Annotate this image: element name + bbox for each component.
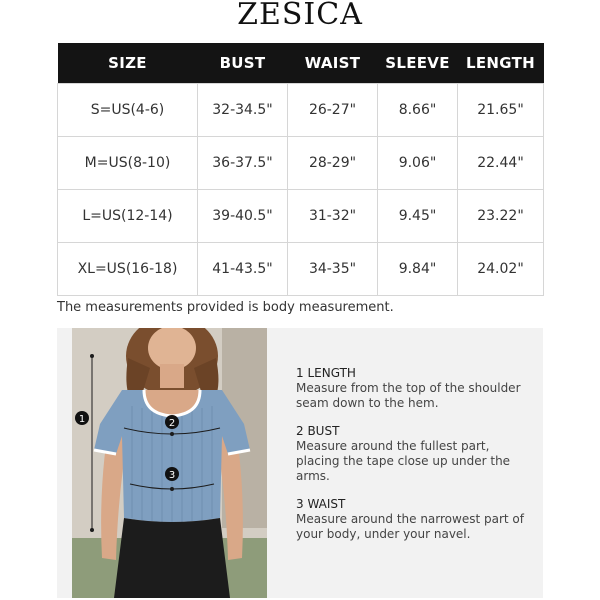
model-photo [72, 328, 267, 598]
table-cell: 22.44" [458, 137, 544, 190]
table-cell: 36-37.5" [198, 137, 288, 190]
header-sleeve: SLEEVE [378, 43, 458, 84]
instruction-title: 2 BUST [296, 424, 340, 438]
instruction-text: Measure around the narrowest part of your body, under your navel. [296, 512, 524, 541]
table-cell: 32-34.5" [198, 84, 288, 137]
table-row [58, 243, 544, 296]
table-cell: 9.84" [378, 243, 458, 296]
instruction-bust [296, 424, 526, 484]
instruction-text: Measure from the top of the shoulder seam down to the hem. [296, 381, 521, 410]
table-cell: L=US(12-14) [58, 190, 198, 243]
marker-length [75, 411, 89, 425]
svg-text:1: 1 [78, 414, 86, 425]
size-chart-table [57, 43, 544, 296]
instruction-length [296, 366, 526, 411]
brand-logo: ZESICA [237, 0, 363, 32]
table-cell: 34-35" [288, 243, 378, 296]
table-cell: 39-40.5" [198, 190, 288, 243]
marker-waist [165, 467, 179, 481]
table-cell: 31-32" [288, 190, 378, 243]
measurement-instructions [296, 366, 526, 555]
table-row [58, 137, 544, 190]
svg-text:2: 2 [168, 418, 176, 429]
measurement-guide [57, 328, 543, 598]
header-size: SIZE [58, 43, 198, 84]
table-cell: 9.45" [378, 190, 458, 243]
instruction-text: Measure around the fullest part, placing the tape close up under the arms. [296, 439, 511, 483]
table-cell: 23.22" [458, 190, 544, 243]
table-row [58, 190, 544, 243]
table-cell: 24.02" [458, 243, 544, 296]
header-waist: WAIST [288, 43, 378, 84]
instruction-waist [296, 497, 526, 542]
table-cell: 8.66" [378, 84, 458, 137]
table-cell: 9.06" [378, 137, 458, 190]
table-cell: 26-27" [288, 84, 378, 137]
table-cell: 21.65" [458, 84, 544, 137]
svg-text:3: 3 [168, 470, 176, 481]
table-cell: 28-29" [288, 137, 378, 190]
table-cell: 41-43.5" [198, 243, 288, 296]
instruction-title: 3 WAIST [296, 497, 346, 511]
table-cell: S=US(4-6) [58, 84, 198, 137]
table-row [58, 84, 544, 137]
header-bust: BUST [198, 43, 288, 84]
header-length: LENGTH [458, 43, 544, 84]
measurement-note: The measurements provided is body measurement. [57, 300, 394, 315]
marker-bust [165, 415, 179, 429]
table-header-row [58, 43, 544, 84]
instruction-title: 1 LENGTH [296, 366, 356, 380]
table-cell: XL=US(16-18) [58, 243, 198, 296]
model-illustration [72, 328, 267, 598]
table-cell: M=US(8-10) [58, 137, 198, 190]
